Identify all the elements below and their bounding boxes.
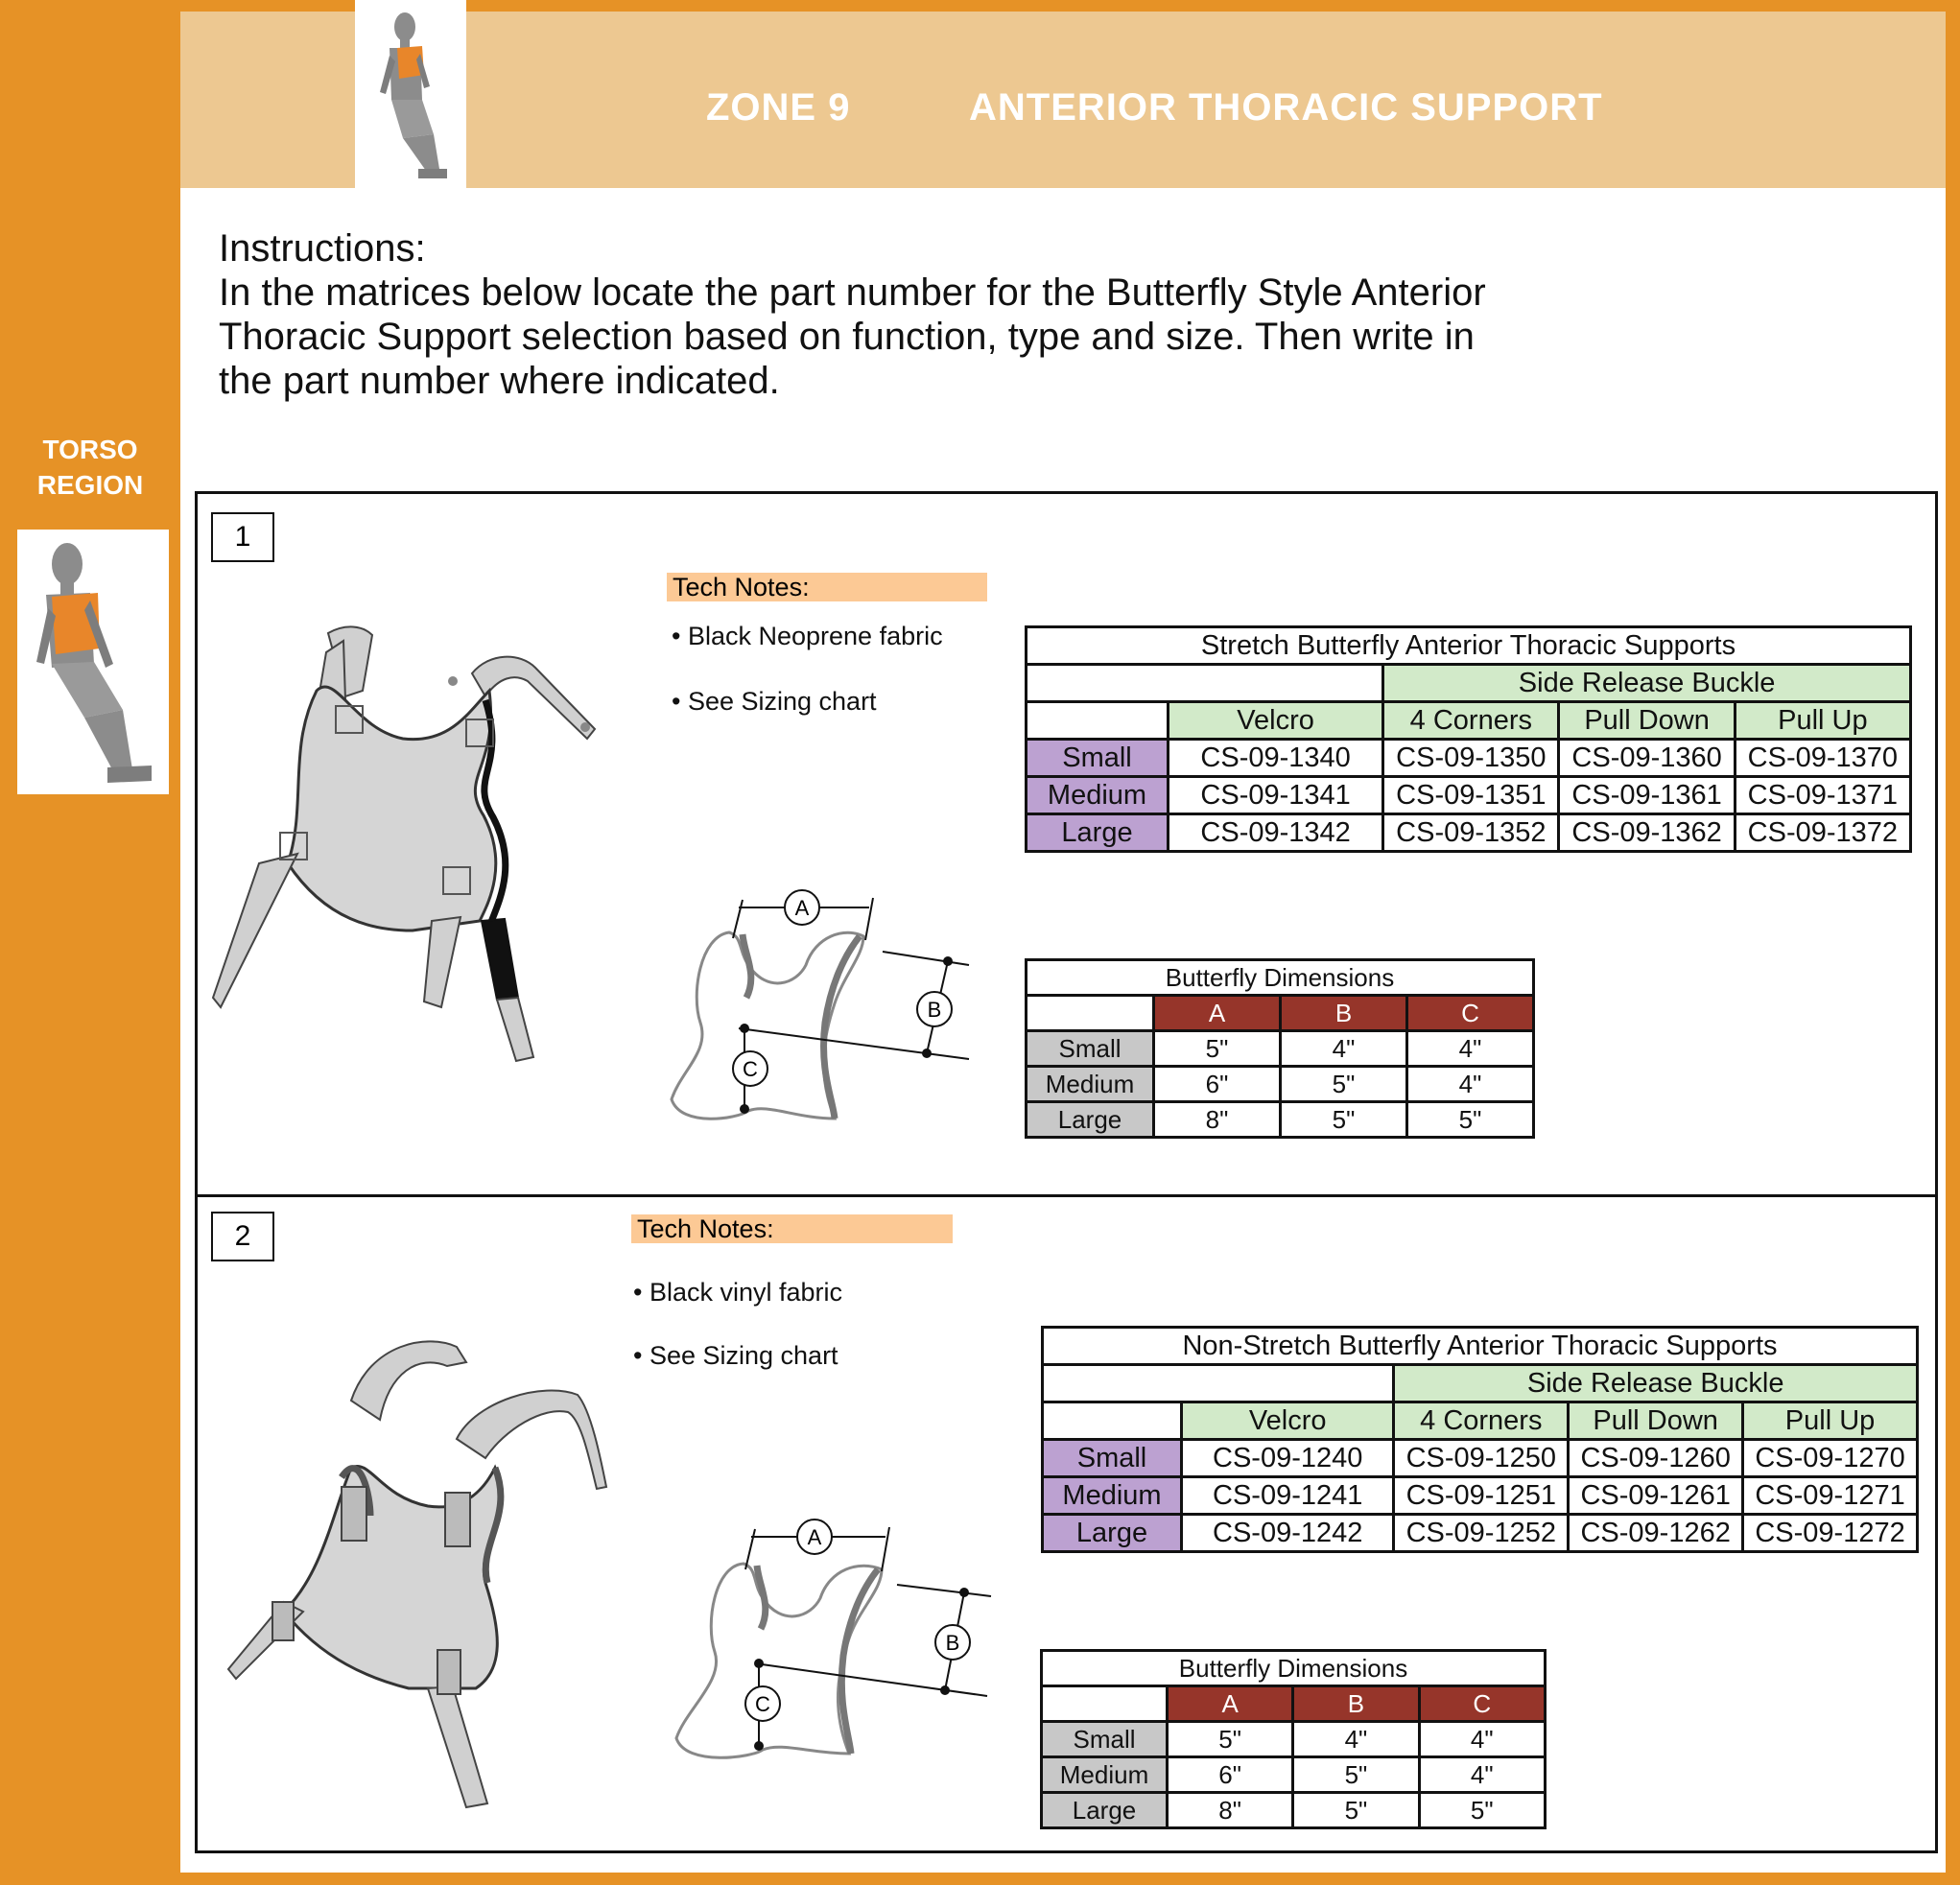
table-row: [1027, 777, 1911, 814]
region-line-2: REGION: [36, 470, 144, 500]
parts-table: [1041, 1326, 1919, 1553]
table-row: [1043, 1515, 1918, 1552]
dimensions-table: [1040, 1649, 1547, 1829]
dimension-value: 8": [1154, 1102, 1281, 1138]
table-row: [1042, 1722, 1546, 1757]
row-size: Large: [1043, 1515, 1182, 1552]
parts-table-corner: [1043, 1365, 1394, 1402]
dimension-label-a: A: [807, 1525, 822, 1549]
row-size: Small: [1043, 1440, 1182, 1477]
tech-note-bullet: • See Sizing chart: [633, 1341, 838, 1370]
column-header: 4 Corners: [1383, 702, 1559, 740]
row-size: Medium: [1027, 777, 1169, 814]
dimension-value: 5": [1281, 1102, 1407, 1138]
dimension-value: 5": [1293, 1793, 1419, 1828]
dimension-value: 5": [1281, 1067, 1407, 1102]
dimension-value: 4": [1281, 1031, 1407, 1067]
column-header: Pull Down: [1569, 1402, 1743, 1440]
dimension-value: 4": [1419, 1757, 1545, 1793]
part-number: CS-09-1352: [1383, 814, 1559, 852]
table-row: [1043, 1440, 1918, 1477]
dimension-value: 6": [1154, 1067, 1281, 1102]
dimension-label-b: B: [927, 998, 942, 1022]
instructions-line-2: Thoracic Support selection based on function, type and size. Then write in: [219, 316, 1475, 358]
column-header: Pull Down: [1559, 702, 1735, 740]
dimension-label-b: B: [945, 1631, 960, 1655]
column-header: 4 Corners: [1394, 1402, 1569, 1440]
part-number: CS-09-1372: [1735, 814, 1910, 852]
part-number: CS-09-1261: [1569, 1477, 1743, 1515]
parts-table-corner: [1027, 702, 1169, 740]
section-divider: [195, 1194, 1938, 1197]
row-size: Small: [1042, 1722, 1168, 1757]
dimension-diagram: [662, 879, 979, 1128]
section-number: 1: [211, 512, 274, 562]
column-header: B: [1293, 1686, 1419, 1722]
part-number: CS-09-1262: [1569, 1515, 1743, 1552]
dimension-value: 5": [1168, 1722, 1293, 1757]
dimensions-table-title: Butterfly Dimensions: [1027, 960, 1534, 996]
part-number: CS-09-1350: [1383, 740, 1559, 777]
column-header: Velcro: [1182, 1402, 1394, 1440]
dimension-value: 4": [1407, 1031, 1534, 1067]
dimension-value: 5": [1419, 1793, 1545, 1828]
part-number: CS-09-1272: [1743, 1515, 1918, 1552]
dimension-value: 4": [1419, 1722, 1545, 1757]
dimension-value: 8": [1168, 1793, 1293, 1828]
parts-table-title: Non-Stretch Butterfly Anterior Thoracic Supports: [1043, 1328, 1918, 1365]
tech-notes-label: Tech Notes:: [631, 1214, 953, 1243]
column-header: A: [1154, 996, 1281, 1031]
part-number: CS-09-1370: [1735, 740, 1910, 777]
region-label: [10, 432, 171, 503]
dimension-label-a: A: [794, 896, 810, 920]
region-line-1: TORSO: [42, 435, 138, 464]
table-row: [1027, 814, 1911, 852]
parts-table-corner: [1027, 665, 1383, 702]
instructions: [219, 226, 1658, 403]
column-header: Pull Up: [1735, 702, 1910, 740]
table-row: [1027, 1102, 1534, 1138]
column-header: Velcro: [1169, 702, 1383, 740]
table-row: [1042, 1757, 1546, 1793]
part-number: CS-09-1340: [1169, 740, 1383, 777]
dimensions-table-title: Butterfly Dimensions: [1042, 1651, 1546, 1686]
part-number: CS-09-1270: [1743, 1440, 1918, 1477]
header-thumbnail: [355, 0, 466, 188]
table-row: [1042, 1793, 1546, 1828]
seated-figure-icon: [17, 530, 169, 794]
section-number: 2: [211, 1212, 274, 1261]
column-header: Pull Up: [1743, 1402, 1918, 1440]
dimension-value: 4": [1407, 1067, 1534, 1102]
table-row: [1027, 1031, 1534, 1067]
parts-table-corner: [1043, 1402, 1182, 1440]
parts-table-group-header: Side Release Buckle: [1383, 665, 1911, 702]
stretch-butterfly-support-illustration: [201, 614, 624, 1074]
tech-note-bullet: • Black Neoprene fabric: [672, 622, 943, 650]
parts-table: [1025, 625, 1912, 853]
table-row: [1027, 1067, 1534, 1102]
zone-title: ANTERIOR THORACIC SUPPORT: [969, 86, 1603, 129]
part-number: CS-09-1361: [1559, 777, 1735, 814]
row-size: Large: [1042, 1793, 1168, 1828]
row-size: Medium: [1042, 1757, 1168, 1793]
part-number: CS-09-1240: [1182, 1440, 1394, 1477]
row-size: Small: [1027, 740, 1169, 777]
part-number: CS-09-1351: [1383, 777, 1559, 814]
row-size: Medium: [1027, 1067, 1154, 1102]
row-size: Small: [1027, 1031, 1154, 1067]
tech-note-bullet: • Black vinyl fabric: [633, 1278, 843, 1307]
part-number: CS-09-1241: [1182, 1477, 1394, 1515]
parts-table-group-header: Side Release Buckle: [1394, 1365, 1918, 1402]
part-number: CS-09-1260: [1569, 1440, 1743, 1477]
dimensions-table-corner: [1027, 996, 1154, 1031]
non-stretch-butterfly-support-illustration: [226, 1324, 620, 1813]
part-number: CS-09-1341: [1169, 777, 1383, 814]
dimension-value: 5": [1407, 1102, 1534, 1138]
column-header: B: [1281, 996, 1407, 1031]
row-size: Large: [1027, 814, 1169, 852]
dimension-value: 6": [1168, 1757, 1293, 1793]
zone-label: ZONE 9: [706, 86, 851, 129]
dimension-label-c: C: [755, 1692, 770, 1716]
instructions-line-1: In the matrices below locate the part number for the Butterfly Style Anterior: [219, 271, 1486, 314]
dimension-label-c: C: [743, 1057, 758, 1081]
dimension-diagram: [667, 1508, 993, 1767]
part-number: CS-09-1362: [1559, 814, 1735, 852]
parts-table-title: Stretch Butterfly Anterior Thoracic Supports: [1027, 627, 1911, 665]
tech-notes-label: Tech Notes:: [667, 573, 987, 601]
dimensions-table: [1025, 958, 1535, 1139]
part-number: CS-09-1342: [1169, 814, 1383, 852]
part-number: CS-09-1242: [1182, 1515, 1394, 1552]
instructions-heading: Instructions:: [219, 227, 426, 270]
seated-figure-icon: [355, 0, 466, 188]
part-number: CS-09-1251: [1394, 1477, 1569, 1515]
sidebar-thumbnail: [17, 530, 169, 794]
dimension-value: 5": [1293, 1757, 1419, 1793]
part-number: CS-09-1250: [1394, 1440, 1569, 1477]
dimension-value: 5": [1154, 1031, 1281, 1067]
part-number: CS-09-1252: [1394, 1515, 1569, 1552]
column-header: C: [1407, 996, 1534, 1031]
column-header: A: [1168, 1686, 1293, 1722]
table-row: [1043, 1477, 1918, 1515]
table-row: [1027, 740, 1911, 777]
part-number: CS-09-1360: [1559, 740, 1735, 777]
dimension-value: 4": [1293, 1722, 1419, 1757]
dimensions-table-corner: [1042, 1686, 1168, 1722]
row-size: Medium: [1043, 1477, 1182, 1515]
tech-note-bullet: • See Sizing chart: [672, 687, 877, 716]
part-number: CS-09-1371: [1735, 777, 1910, 814]
part-number: CS-09-1271: [1743, 1477, 1918, 1515]
column-header: C: [1419, 1686, 1545, 1722]
instructions-line-3: the part number where indicated.: [219, 360, 780, 402]
row-size: Large: [1027, 1102, 1154, 1138]
